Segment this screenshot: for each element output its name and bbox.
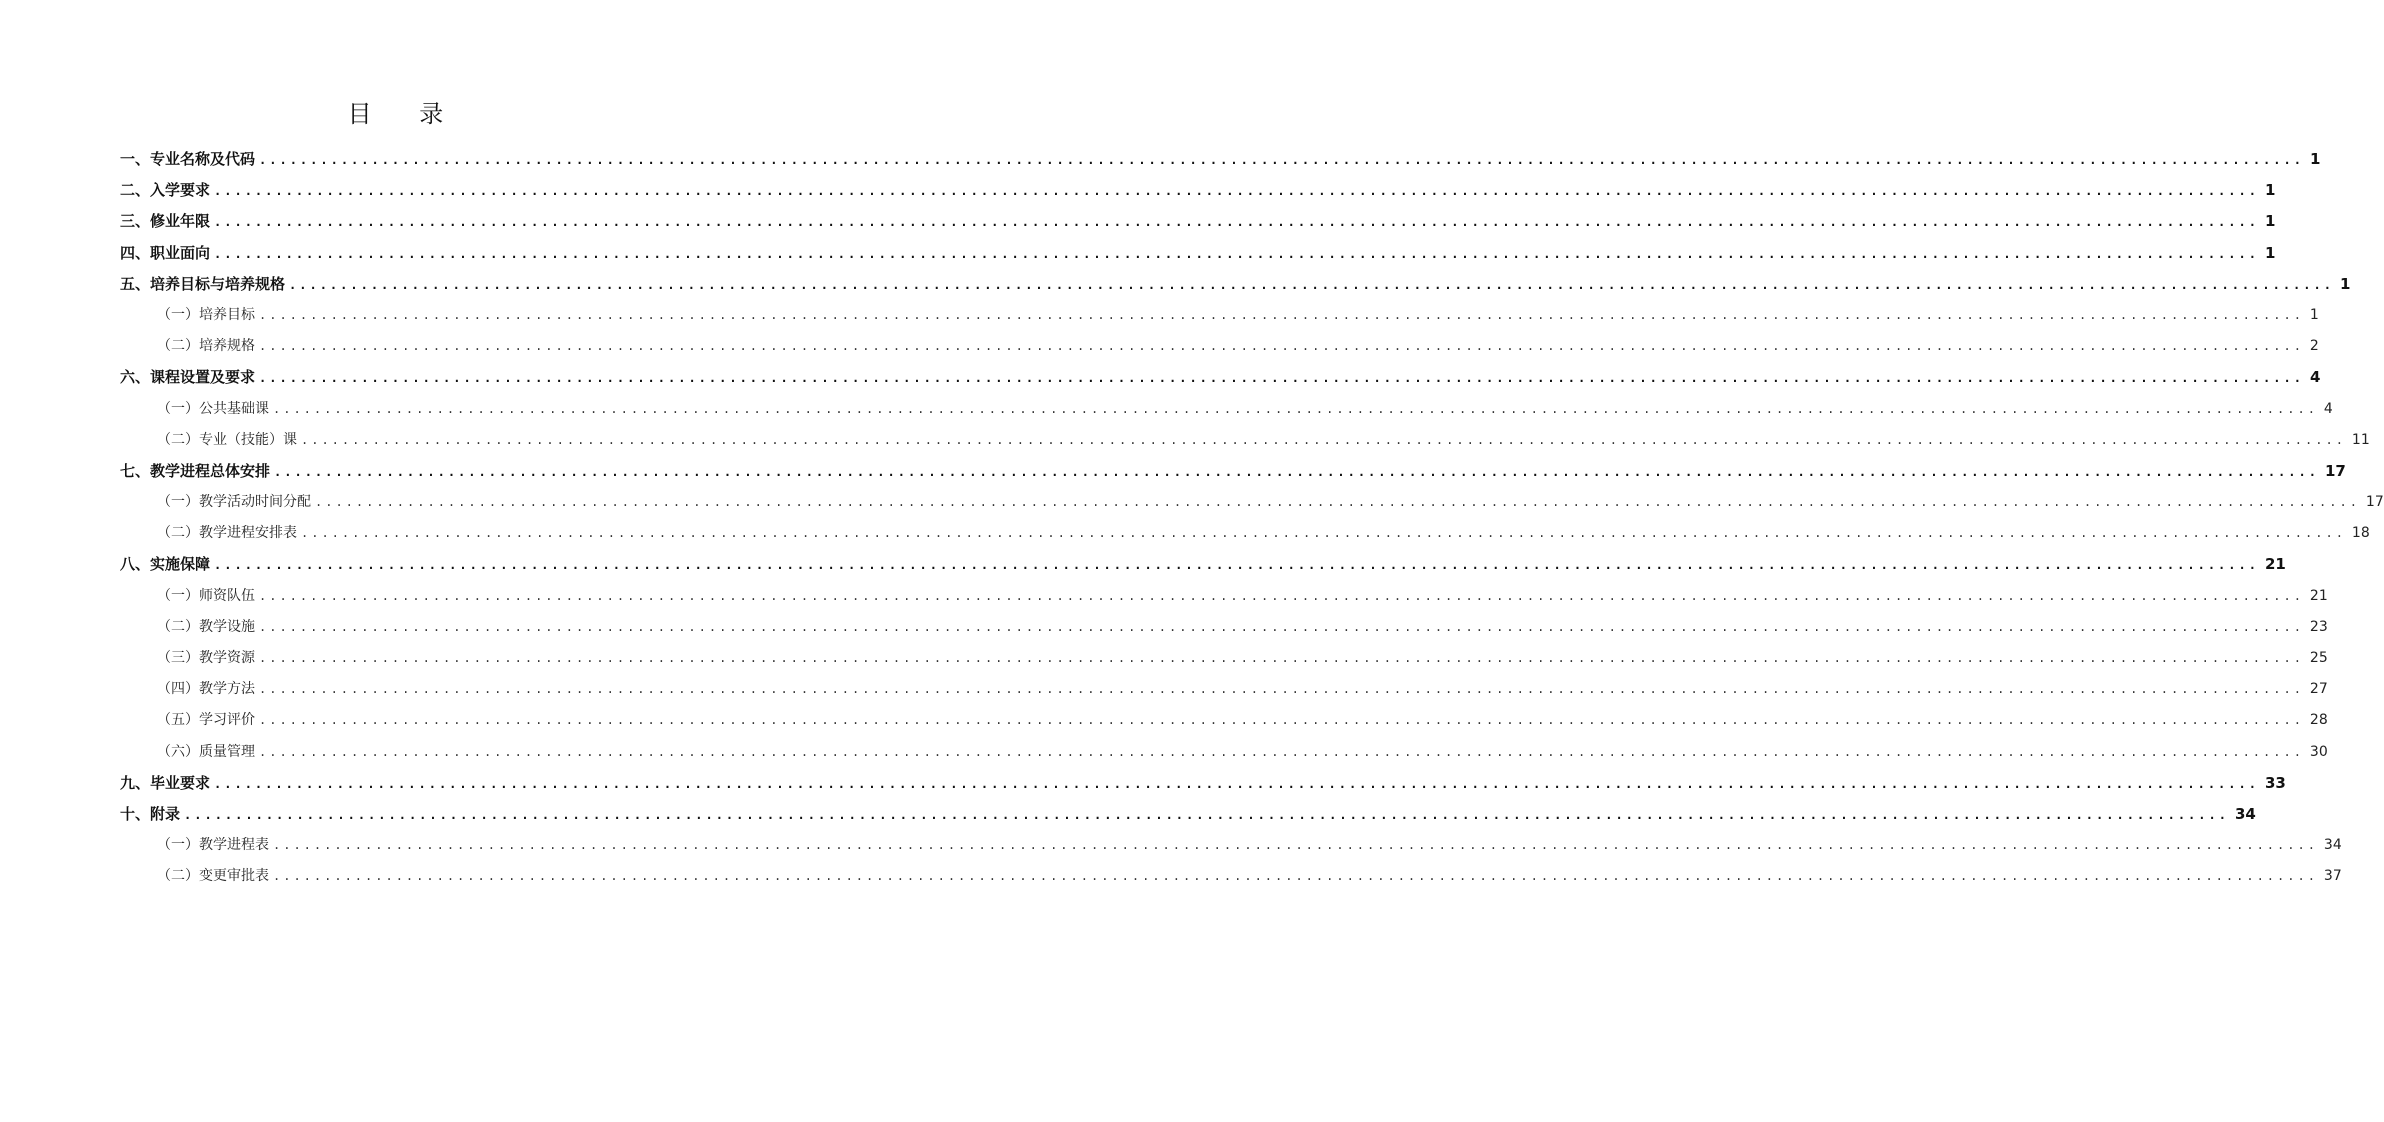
toc-entry-page-number: 25 xyxy=(2309,650,2328,666)
toc-entry-label: （五）学习评价 xyxy=(157,712,255,729)
toc-entry-section[interactable] xyxy=(120,865,2342,896)
dot-leader: ........................................................................................................................................................................................................ xyxy=(259,682,2304,697)
dot-leader: ........................................................................................................................................................................................................ xyxy=(289,277,2334,292)
dot-leader: ........................................................................................................................................................................................................ xyxy=(214,215,2259,230)
toc-entry-label: 九、毕业要求 xyxy=(120,773,211,792)
toc-entry-label: （一）教学进程表 xyxy=(157,837,269,854)
toc-entry-chapter[interactable] xyxy=(120,242,2276,273)
dot-leader: ........................................................................................................................................................................................................ xyxy=(259,588,2304,603)
toc-entry-page-number: 1 xyxy=(2264,243,2276,262)
toc-entry-label: （一）培养目标 xyxy=(157,306,255,323)
dot-leader: ........................................................................................................................................................................................................ xyxy=(259,153,2304,167)
toc-entry-label: （一）公共基础课 xyxy=(157,400,269,417)
dot-leader: ........................................................................................................................................................................................................ xyxy=(301,526,2346,541)
toc-entry-label: （六）质量管理 xyxy=(157,743,255,760)
toc-entry-section[interactable] xyxy=(120,304,2319,335)
toc-entry-label: （四）教学方法 xyxy=(157,681,255,698)
toc-entry-page-number: 17 xyxy=(2365,494,2384,511)
toc-entry-page-number: 28 xyxy=(2309,712,2328,729)
toc-entry-page-number: 1 xyxy=(2309,306,2319,323)
toc-entry-label: 一、专业名称及代码 xyxy=(120,150,256,168)
toc-entry-section[interactable] xyxy=(120,616,2328,647)
toc-entry-section[interactable] xyxy=(120,709,2328,740)
dot-leader: ........................................................................................................................................................................................................ xyxy=(301,432,2346,447)
toc-entry-chapter[interactable] xyxy=(120,273,2351,304)
dot-leader: ........................................................................................................................................................................................................ xyxy=(259,619,2304,634)
toc-entry-label: 四、职业面向 xyxy=(120,243,211,262)
toc-entry-page-number: 27 xyxy=(2309,681,2328,698)
toc-entry-chapter[interactable] xyxy=(120,179,2276,210)
toc-entry-label: （二）培养规格 xyxy=(157,338,255,355)
dot-leader: ........................................................................................................................................................................................................ xyxy=(259,371,2304,386)
toc-entry-section[interactable] xyxy=(120,678,2328,709)
toc-entry-chapter[interactable] xyxy=(120,772,2286,803)
dot-leader: ........................................................................................................................................................................................................ xyxy=(273,401,2318,416)
toc-entry-label: （二）专业（技能）课 xyxy=(157,431,297,448)
dot-leader: ........................................................................................................................................................................................................ xyxy=(259,651,2304,665)
toc-entry-section[interactable] xyxy=(120,429,2370,460)
toc-entry-page-number: 37 xyxy=(2323,868,2342,885)
dot-leader: ........................................................................................................................................................................................................ xyxy=(259,307,2304,322)
toc-entry-page-number: 4 xyxy=(2323,400,2333,417)
toc-entry-page-number: 1 xyxy=(2339,274,2351,293)
toc-entry-chapter[interactable] xyxy=(120,553,2286,584)
toc-entry-label: （二）变更审批表 xyxy=(157,868,269,885)
dot-leader: ........................................................................................................................................................................................................ xyxy=(273,869,2318,884)
toc-entry-chapter[interactable] xyxy=(120,210,2276,241)
dot-leader: ........................................................................................................................................................................................................ xyxy=(259,339,2304,354)
dot-leader: ........................................................................................................................................................................................................ xyxy=(259,713,2304,728)
toc-entry-section[interactable] xyxy=(120,398,2333,429)
toc-entry-chapter[interactable] xyxy=(120,148,2321,179)
dot-leader: ........................................................................................................................................................................................................ xyxy=(259,744,2304,759)
dot-leader: ........................................................................................................................................................................................................ xyxy=(315,495,2360,510)
toc-entry-label: （三）教学资源 xyxy=(157,650,255,666)
dot-leader: ........................................................................................................................................................................................................ xyxy=(184,807,2229,822)
toc-entry-page-number: 18 xyxy=(2351,525,2370,542)
toc-entry-page-number: 4 xyxy=(2309,368,2321,387)
dot-leader: ........................................................................................................................................................................................................ xyxy=(214,558,2259,573)
toc-entry-label: 三、修业年限 xyxy=(120,212,211,231)
toc-entry-page-number: 1 xyxy=(2309,150,2321,168)
dot-leader: ........................................................................................................................................................................................................ xyxy=(214,246,2259,261)
toc-entry-page-number: 34 xyxy=(2323,837,2342,854)
table-of-contents xyxy=(120,148,2384,897)
toc-entry-section[interactable] xyxy=(120,647,2328,678)
toc-entry-chapter[interactable] xyxy=(120,460,2346,491)
toc-entry-section[interactable] xyxy=(120,834,2342,865)
toc-entry-label: （一）教学活动时间分配 xyxy=(157,494,311,511)
toc-entry-page-number: 11 xyxy=(2351,431,2370,448)
toc-entry-page-number: 2 xyxy=(2309,338,2319,355)
toc-entry-page-number: 21 xyxy=(2309,587,2328,604)
toc-entry-label: （二）教学设施 xyxy=(157,618,255,635)
toc-entry-label: 二、入学要求 xyxy=(120,181,211,200)
toc-entry-label: （一）师资队伍 xyxy=(157,587,255,604)
toc-entry-page-number: 23 xyxy=(2309,618,2328,635)
toc-entry-chapter[interactable] xyxy=(120,803,2256,834)
toc-title: 目 录 xyxy=(347,100,464,128)
toc-entry-chapter[interactable] xyxy=(120,366,2321,397)
toc-entry-page-number: 33 xyxy=(2264,773,2286,792)
dot-leader: ........................................................................................................................................................................................................ xyxy=(273,838,2318,853)
toc-entry-page-number: 34 xyxy=(2234,804,2256,823)
toc-entry-section[interactable] xyxy=(120,491,2384,522)
toc-entry-label: 六、课程设置及要求 xyxy=(120,368,256,387)
toc-entry-page-number: 21 xyxy=(2264,555,2286,574)
toc-entry-page-number: 30 xyxy=(2309,743,2328,760)
toc-entry-label: 八、实施保障 xyxy=(120,555,211,574)
toc-entry-section[interactable] xyxy=(120,585,2328,616)
toc-entry-label: 五、培养目标与培养规格 xyxy=(120,274,286,293)
toc-entry-label: （二）教学进程安排表 xyxy=(157,525,297,542)
dot-leader: ........................................................................................................................................................................................................ xyxy=(214,184,2259,199)
toc-entry-page-number: 1 xyxy=(2264,212,2276,231)
toc-entry-page-number: 17 xyxy=(2324,461,2346,480)
toc-entry-section[interactable] xyxy=(120,522,2370,553)
toc-entry-page-number: 1 xyxy=(2264,181,2276,200)
dot-leader: ........................................................................................................................................................................................................ xyxy=(274,464,2319,479)
toc-entry-section[interactable] xyxy=(120,741,2328,772)
toc-entry-label: 十、附录 xyxy=(120,804,181,823)
toc-entry-label: 七、教学进程总体安排 xyxy=(120,461,271,480)
toc-entry-section[interactable] xyxy=(120,335,2319,366)
dot-leader: ........................................................................................................................................................................................................ xyxy=(214,776,2259,791)
